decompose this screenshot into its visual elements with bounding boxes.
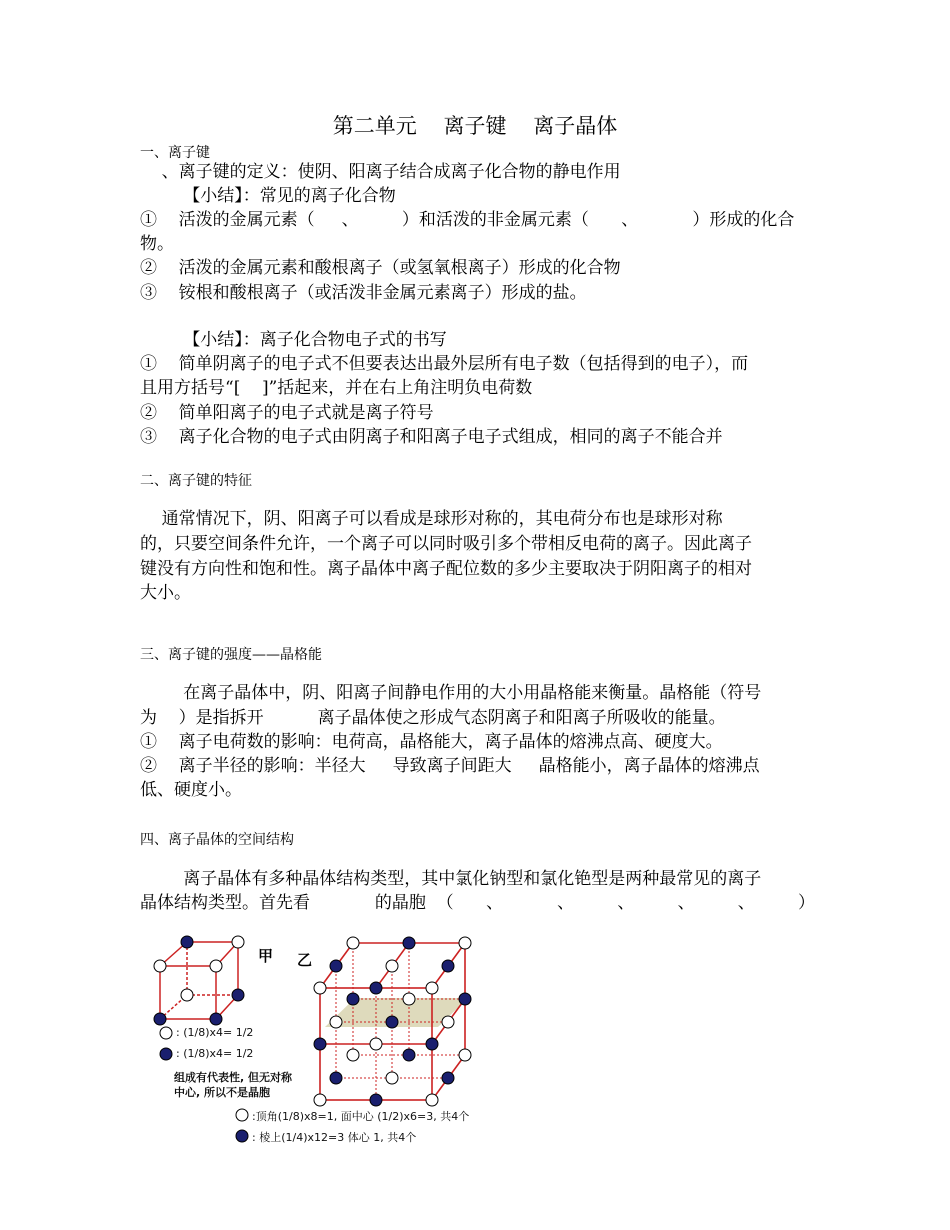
legend-blue-right: : 棱上(1/4)x12=3 体心 1, 共4个: [252, 1131, 417, 1144]
paragraph-line: 键没有方向性和饱和性。离子晶体中离子配位数的多少主要取决于阴阳离子的相对: [140, 559, 752, 579]
crystal-diagram: [150, 925, 490, 1155]
section3-heading: 三、离子键的强度——晶格能: [140, 647, 322, 663]
summary1-title: 【小结】：常见的离子化合物: [140, 186, 396, 206]
list-item: ① 简单阴离子的电子式不但要表达出最外层所有电子数（包括得到的电子），而: [140, 354, 749, 374]
paragraph-line: 通常情况下，阴、阳离子可以看成是球形对称的，其电荷分布也是球形对称: [140, 509, 723, 529]
note-line1: 组成有代表性, 但无对称: [174, 1071, 293, 1084]
left-cube: [160, 942, 238, 1019]
list-item: ③ 铵根和酸根离子（或活泼非金属元素离子）形成的盐。: [140, 283, 587, 303]
page-title: 第二单元 离子键 离子晶体: [332, 114, 618, 138]
paragraph-line: 在离子晶体中，阴、阳离子间静电作用的大小用晶格能来衡量。晶格能（符号: [140, 683, 762, 703]
list-item: ③ 离子化合物的电子式由阴离子和阳离子电子式组成，相同的离子不能合并: [140, 427, 723, 447]
list-item-cont: 低、硬度小。: [140, 780, 242, 800]
section1-heading: 一、离子键: [140, 145, 210, 161]
list-item-cont: 物。: [140, 234, 174, 254]
list-item: ② 活泼的金属元素和酸根离子（或氢氧根离子）形成的化合物: [140, 258, 621, 278]
list-item: ① 离子电荷数的影响：电荷高，晶格能大，离子晶体的熔沸点高、硬度大。: [140, 732, 723, 752]
paragraph-line: 的，只要空间条件允许，一个离子可以同时吸引多个带相反电荷的离子。因此离子: [140, 534, 752, 554]
legend-white-right: :顶角(1/8)x8=1, 面中心 (1/2)x6=3, 共4个: [252, 1110, 470, 1123]
list-item-cont: 且用方括号“[ ]”括起来，并在右上角注明负电荷数: [140, 378, 533, 398]
label-a: 甲: [258, 947, 274, 965]
section4-heading: 四、离子晶体的空间结构: [140, 832, 294, 848]
list-item: ① 活泼的金属元素（ 、 ）和活泼的非金属元素（ 、 ）形成的化合: [140, 210, 795, 230]
right-cube-ions: [314, 937, 471, 1106]
paragraph-line: 晶体结构类型。首先看 的晶胞 （ 、 、 、 、 、 ）: [140, 893, 816, 913]
legend-blue-left: : (1/8)x4= 1/2: [176, 1047, 254, 1060]
summary2-title: 【小结】：离子化合物电子式的书写: [140, 330, 447, 350]
list-item: ② 离子半径的影响：半径大 导致离子间距大 晶格能小，离子晶体的熔沸点: [140, 756, 760, 776]
list-item: ② 简单阳离子的电子式就是离子符号: [140, 403, 434, 423]
paragraph-line: 大小。: [140, 583, 191, 603]
legend-white-left: : (1/8)x4= 1/2: [176, 1026, 254, 1039]
label-b: 乙: [297, 951, 313, 969]
paragraph-line: 离子晶体有多种晶体结构类型，其中氯化钠型和氯化铯型是两种最常见的离子: [140, 869, 762, 889]
paragraph-line: 为 ）是指拆开 离子晶体使之形成气态阴离子和阳离子所吸收的能量。: [140, 708, 726, 728]
note-line2: 中心, 所以不是晶胞: [174, 1086, 271, 1099]
definition-text: 、离子键的定义：使阴、阳离子结合成离子化合物的静电作用: [140, 162, 621, 182]
section2-heading: 二、离子键的特征: [140, 473, 252, 489]
